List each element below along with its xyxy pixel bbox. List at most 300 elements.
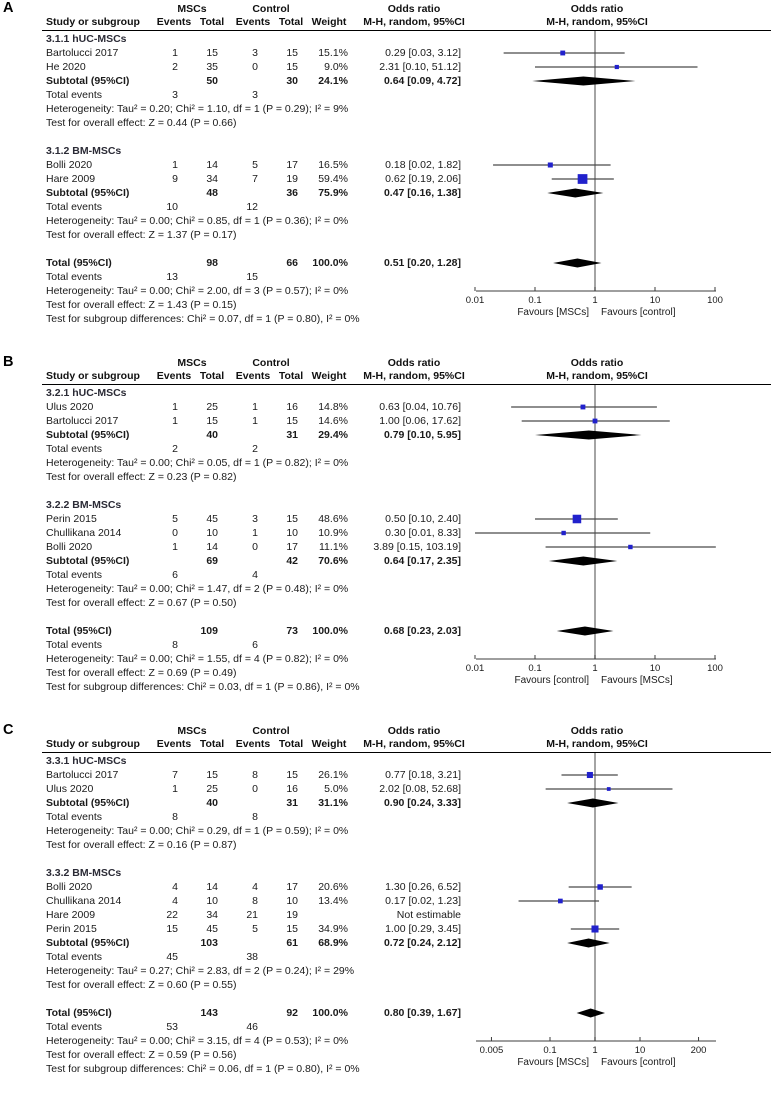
total-events-control: 38 (246, 951, 258, 963)
statistics-note: Heterogeneity: Tau² = 0.00; Chi² = 0.29, df = 1 (P = 0.59); I² = 0% (46, 825, 349, 837)
odds-ratio-text: 0.51 [0.20, 1.28] (383, 257, 461, 269)
weight: 5.0% (324, 783, 348, 795)
col-events-msc-header: Events (156, 738, 192, 750)
table-row (0, 866, 771, 880)
table-row (0, 414, 771, 428)
total-control: 19 (286, 173, 298, 185)
total-control: 61 (286, 937, 298, 949)
total-events-msc: 13 (166, 271, 178, 283)
total-events-control: 12 (246, 201, 258, 213)
table-row (0, 796, 771, 810)
col-or-header-1: Odds ratio (387, 3, 441, 15)
events-msc: 5 (172, 513, 178, 525)
total-msc: 45 (206, 513, 218, 525)
subgroup-label: 3.1.2 BM-MSCs (46, 145, 122, 157)
panel-A (0, 2, 771, 340)
statistics-note: Test for overall effect: Z = 0.60 (P = 0.55) (46, 979, 237, 991)
events-control: 3 (252, 47, 258, 59)
panel-label: A (3, 0, 14, 16)
col-group-control: Control (252, 725, 290, 737)
events-control: 5 (252, 923, 258, 935)
table-row (0, 680, 771, 694)
statistics-note: Heterogeneity: Tau² = 0.00; Chi² = 3.15, df = 4 (P = 0.53); I² = 0% (46, 1035, 349, 1047)
col-or-header-2: M-H, random, 95%CI (363, 16, 465, 28)
table-row (0, 298, 771, 312)
odds-ratio-text: 0.79 [0.10, 5.95] (383, 429, 461, 441)
odds-ratio-text: 3.89 [0.15, 103.19] (373, 541, 461, 553)
statistics-note: Test for overall effect: Z = 0.23 (P = 0.82) (46, 471, 237, 483)
odds-ratio-text: 0.50 [0.10, 2.40] (385, 513, 461, 525)
table-row (0, 978, 771, 992)
weight: 20.6% (318, 881, 348, 893)
table-row (0, 992, 771, 1006)
table-row (0, 484, 771, 498)
events-msc: 7 (172, 769, 178, 781)
table-row (0, 908, 771, 922)
total-msc: 143 (200, 1007, 218, 1019)
statistics-note: Test for overall effect: Z = 0.16 (P = 0.87) (46, 839, 237, 851)
study-name: Bolli 2020 (46, 541, 93, 553)
events-msc: 9 (172, 173, 178, 185)
table-row (0, 922, 771, 936)
statistics-note: Test for overall effect: Z = 0.59 (P = 0.56) (46, 1049, 237, 1061)
table-row (0, 824, 771, 838)
study-name: He 2020 (46, 61, 86, 73)
axis-tick-label: 0.01 (465, 663, 485, 674)
col-events-control-header: Events (235, 738, 271, 750)
total-control: 10 (286, 895, 298, 907)
table-row (0, 214, 771, 228)
total-control: 30 (286, 75, 298, 87)
total-events-control: 46 (246, 1021, 258, 1033)
subgroup-label: 3.3.2 BM-MSCs (46, 867, 122, 879)
total-msc: 98 (206, 257, 218, 269)
table-row (0, 186, 771, 200)
table-row (0, 456, 771, 470)
table-row (0, 936, 771, 950)
col-events-control-header: Events (235, 16, 271, 28)
total-msc: 10 (206, 895, 218, 907)
favours-left-label: Favours [MSCs] (517, 1057, 589, 1068)
table-row (0, 554, 771, 568)
total-msc: 35 (206, 61, 218, 73)
total-events-label: Total events (46, 951, 103, 963)
axis-tick-label: 200 (690, 1045, 707, 1056)
weight: 11.1% (319, 541, 348, 553)
total-msc: 40 (206, 797, 218, 809)
odds-ratio-text: 0.62 [0.19, 2.06] (385, 173, 461, 185)
statistics-note: Heterogeneity: Tau² = 0.27; Chi² = 2.83, df = 2 (P = 0.24); I² = 29% (46, 965, 355, 977)
total-msc: 25 (206, 401, 218, 413)
odds-ratio-text: 0.68 [0.23, 2.03] (383, 625, 461, 637)
table-row (0, 852, 771, 866)
col-events-control-header: Events (235, 370, 271, 382)
total-control: 15 (286, 923, 298, 935)
col-group-msc: MSCs (177, 725, 207, 737)
plot-header-2: M-H, random, 95%CI (546, 738, 648, 750)
axis-tick-label: 1 (592, 295, 598, 306)
events-control: 0 (252, 541, 258, 553)
study-name: Ulus 2020 (46, 401, 94, 413)
events-msc: 22 (166, 909, 178, 921)
total-msc: 25 (206, 783, 218, 795)
favours-right-label: Favours [control] (601, 307, 676, 318)
table-row (0, 428, 771, 442)
weight: 34.9% (318, 923, 348, 935)
total-label: Total (95%CI) (46, 257, 112, 269)
statistics-note: Test for overall effect: Z = 0.69 (P = 0.49) (46, 667, 237, 679)
table-row (0, 610, 771, 624)
total-msc: 15 (206, 769, 218, 781)
weight: 15.1% (318, 47, 348, 59)
total-control: 42 (286, 555, 298, 567)
total-events-control: 2 (252, 443, 258, 455)
panel-label: B (3, 354, 14, 370)
total-msc: 45 (206, 923, 218, 935)
table-row (0, 242, 771, 256)
study-name: Perin 2015 (46, 513, 97, 525)
subtotal-label: Subtotal (95%CI) (46, 75, 130, 87)
axis-tick-label: 0.1 (543, 1045, 557, 1056)
events-msc: 1 (172, 541, 178, 553)
header-rule (42, 384, 771, 385)
table-row (0, 512, 771, 526)
plot-header-2: M-H, random, 95%CI (546, 370, 648, 382)
table-row (0, 1006, 771, 1020)
total-events-label: Total events (46, 201, 103, 213)
axis-tick-label: 100 (707, 663, 723, 674)
total-events-label: Total events (46, 271, 103, 283)
total-control: 31 (286, 429, 298, 441)
events-msc: 1 (172, 415, 178, 427)
total-msc: 103 (200, 937, 218, 949)
table-row (0, 596, 771, 610)
weight: 31.1% (318, 797, 348, 809)
study-name: Chullikana 2014 (46, 895, 122, 907)
total-events-label: Total events (46, 569, 103, 581)
total-msc: 15 (206, 47, 218, 59)
weight: 14.8% (318, 401, 348, 413)
total-events-msc: 2 (172, 443, 178, 455)
favours-left-label: Favours [control] (514, 675, 589, 686)
table-row (0, 470, 771, 484)
odds-ratio-text: 0.64 [0.17, 2.35] (383, 555, 461, 567)
events-msc: 4 (172, 881, 178, 893)
odds-ratio-text: 0.72 [0.24, 2.12] (383, 937, 461, 949)
weight: 100.0% (312, 257, 348, 269)
total-events-label: Total events (46, 811, 103, 823)
total-msc: 69 (206, 555, 218, 567)
odds-ratio-text: 1.00 [0.29, 3.45] (385, 923, 461, 935)
table-row (0, 200, 771, 214)
table-row (0, 116, 771, 130)
axis-tick-label: 0.1 (528, 663, 542, 674)
col-or-header-1: Odds ratio (387, 725, 441, 737)
subgroup-label: 3.2.2 BM-MSCs (46, 499, 122, 511)
events-control: 4 (252, 881, 258, 893)
study-name: Bartolucci 2017 (46, 769, 119, 781)
table-row (0, 442, 771, 456)
table-row (0, 582, 771, 596)
total-control: 16 (286, 783, 298, 795)
total-control: 19 (286, 909, 298, 921)
total-events-msc: 6 (172, 569, 178, 581)
odds-ratio-text: 1.00 [0.06, 17.62] (379, 415, 461, 427)
statistics-note: Test for overall effect: Z = 1.37 (P = 0.17) (46, 229, 237, 241)
events-control: 1 (252, 401, 258, 413)
odds-ratio-text: 2.02 [0.08, 52.68] (379, 783, 461, 795)
total-label: Total (95%CI) (46, 625, 112, 637)
study-name: Bolli 2020 (46, 159, 93, 171)
total-control: 73 (286, 625, 298, 637)
total-control: 36 (286, 187, 298, 199)
total-control: 31 (286, 797, 298, 809)
axis-tick-label: 10 (634, 1045, 646, 1056)
odds-ratio-text: 0.63 [0.04, 10.76] (379, 401, 461, 413)
weight: 100.0% (312, 625, 348, 637)
col-or-header-2: M-H, random, 95%CI (363, 738, 465, 750)
axis-tick-label: 10 (649, 663, 661, 674)
col-weight-header: Weight (311, 738, 347, 750)
axis-tick-label: 0.01 (465, 295, 485, 306)
table-row (0, 400, 771, 414)
events-msc: 1 (172, 401, 178, 413)
col-weight-header: Weight (311, 370, 347, 382)
total-control: 15 (286, 47, 298, 59)
col-weight-header: Weight (311, 16, 347, 28)
total-events-msc: 45 (166, 951, 178, 963)
weight: 14.6% (318, 415, 348, 427)
total-events-msc: 53 (166, 1021, 178, 1033)
table-row (0, 46, 771, 60)
study-name: Chullikana 2014 (46, 527, 122, 539)
table-row (0, 624, 771, 638)
col-study-header: Study or subgroup (46, 16, 140, 28)
col-group-msc: MSCs (177, 357, 207, 369)
col-total-msc-header: Total (199, 16, 225, 28)
events-control: 1 (252, 415, 258, 427)
odds-ratio-text: Not estimable (396, 909, 461, 921)
total-control: 17 (286, 541, 298, 553)
events-control: 0 (252, 783, 258, 795)
col-events-msc-header: Events (156, 16, 192, 28)
events-control: 8 (252, 895, 258, 907)
total-events-control: 4 (252, 569, 258, 581)
total-events-control: 15 (246, 271, 258, 283)
events-msc: 4 (172, 895, 178, 907)
total-control: 66 (286, 257, 298, 269)
total-events-msc: 3 (172, 89, 178, 101)
study-name: Bartolucci 2017 (46, 415, 119, 427)
statistics-note: Test for subgroup differences: Chi² = 0.03, df = 1 (P = 0.86), I² = 0% (46, 681, 360, 693)
subtotal-label: Subtotal (95%CI) (46, 937, 130, 949)
total-control: 17 (286, 159, 298, 171)
odds-ratio-text: 0.30 [0.01, 8.33] (385, 527, 461, 539)
axis-tick-label: 10 (649, 295, 661, 306)
table-row (0, 638, 771, 652)
events-control: 21 (246, 909, 258, 921)
table-row (0, 130, 771, 144)
table-row (0, 270, 771, 284)
table-row (0, 1020, 771, 1034)
col-events-msc-header: Events (156, 370, 192, 382)
study-name: Bartolucci 2017 (46, 47, 119, 59)
header-rule (42, 752, 771, 753)
table-row (0, 754, 771, 768)
col-group-msc: MSCs (177, 3, 207, 15)
table-row (0, 782, 771, 796)
favours-right-label: Favours [control] (601, 1057, 676, 1068)
subgroup-label: 3.3.1 hUC-MSCs (46, 755, 127, 767)
table-row (0, 284, 771, 298)
total-msc: 14 (206, 159, 218, 171)
table-row (0, 74, 771, 88)
weight: 59.4% (318, 173, 348, 185)
panel-B (0, 356, 771, 708)
events-control: 5 (252, 159, 258, 171)
total-control: 10 (286, 527, 298, 539)
total-control: 16 (286, 401, 298, 413)
table-row (0, 228, 771, 242)
table-row (0, 1062, 771, 1076)
table-row (0, 498, 771, 512)
col-or-header-2: M-H, random, 95%CI (363, 370, 465, 382)
statistics-note: Heterogeneity: Tau² = 0.20; Chi² = 1.10, df = 1 (P = 0.29); I² = 9% (46, 103, 349, 115)
events-msc: 15 (166, 923, 178, 935)
axis-tick-label: 100 (707, 295, 723, 306)
odds-ratio-text: 0.90 [0.24, 3.33] (383, 797, 461, 809)
odds-ratio-text: 0.29 [0.03, 3.12] (385, 47, 461, 59)
statistics-note: Test for overall effect: Z = 0.67 (P = 0.50) (46, 597, 237, 609)
plot-header-2: M-H, random, 95%CI (546, 16, 648, 28)
total-msc: 34 (206, 173, 218, 185)
table-row (0, 60, 771, 74)
weight: 75.9% (318, 187, 348, 199)
table-row (0, 32, 771, 46)
statistics-note: Test for subgroup differences: Chi² = 0.07, df = 1 (P = 0.80), I² = 0% (46, 313, 360, 325)
table-row (0, 880, 771, 894)
events-control: 7 (252, 173, 258, 185)
header-rule (42, 30, 771, 31)
odds-ratio-text: 2.31 [0.10, 51.12] (379, 61, 461, 73)
table-row (0, 172, 771, 186)
col-study-header: Study or subgroup (46, 370, 140, 382)
odds-ratio-text: 0.17 [0.02, 1.23] (385, 895, 461, 907)
table-row (0, 838, 771, 852)
weight: 16.5% (318, 159, 348, 171)
table-row (0, 950, 771, 964)
table-row (0, 1034, 771, 1048)
panel-C (0, 724, 771, 1090)
statistics-note: Heterogeneity: Tau² = 0.00; Chi² = 2.00, df = 3 (P = 0.57); I² = 0% (46, 285, 349, 297)
subgroup-label: 3.1.1 hUC-MSCs (46, 33, 127, 45)
total-control: 15 (286, 513, 298, 525)
total-msc: 14 (206, 881, 218, 893)
weight: 100.0% (312, 1007, 348, 1019)
col-total-control-header: Total (278, 738, 304, 750)
axis-tick-label: 1 (592, 663, 598, 674)
table-row (0, 540, 771, 554)
total-events-label: Total events (46, 639, 103, 651)
weight: 68.9% (318, 937, 348, 949)
events-control: 0 (252, 61, 258, 73)
statistics-note: Heterogeneity: Tau² = 0.00; Chi² = 1.47, df = 2 (P = 0.48); I² = 0% (46, 583, 349, 595)
events-msc: 2 (172, 61, 178, 73)
statistics-note: Test for overall effect: Z = 1.43 (P = 0.15) (46, 299, 237, 311)
col-total-control-header: Total (278, 16, 304, 28)
subtotal-label: Subtotal (95%CI) (46, 429, 130, 441)
axis-tick-label: 1 (592, 1045, 598, 1056)
statistics-note: Heterogeneity: Tau² = 0.00; Chi² = 0.85, df = 1 (P = 0.36); I² = 0% (46, 215, 349, 227)
table-row (0, 1048, 771, 1062)
panel-label: C (3, 722, 14, 738)
study-name: Perin 2015 (46, 923, 97, 935)
weight: 9.0% (324, 61, 348, 73)
events-msc: 0 (172, 527, 178, 539)
total-msc: 40 (206, 429, 218, 441)
plot-header-1: Odds ratio (570, 3, 624, 15)
table-row (0, 894, 771, 908)
statistics-note: Heterogeneity: Tau² = 0.00; Chi² = 0.05, df = 1 (P = 0.82); I² = 0% (46, 457, 349, 469)
total-events-msc: 8 (172, 639, 178, 651)
total-events-label: Total events (46, 89, 103, 101)
subtotal-label: Subtotal (95%CI) (46, 187, 130, 199)
weight: 13.4% (318, 895, 348, 907)
table-row (0, 256, 771, 270)
total-msc: 50 (206, 75, 218, 87)
table-row (0, 768, 771, 782)
plot-header-1: Odds ratio (570, 725, 624, 737)
total-msc: 10 (206, 527, 218, 539)
total-events-msc: 8 (172, 811, 178, 823)
statistics-note: Test for subgroup differences: Chi² = 0.06, df = 1 (P = 0.80), I² = 0% (46, 1063, 360, 1075)
axis-tick-label: 0.005 (479, 1045, 504, 1056)
total-events-control: 3 (252, 89, 258, 101)
col-total-msc-header: Total (199, 738, 225, 750)
total-control: 92 (286, 1007, 298, 1019)
study-name: Hare 2009 (46, 173, 96, 185)
favours-right-label: Favours [MSCs] (601, 675, 673, 686)
table-row (0, 964, 771, 978)
table-row (0, 526, 771, 540)
col-total-msc-header: Total (199, 370, 225, 382)
table-row (0, 652, 771, 666)
total-control: 15 (286, 61, 298, 73)
total-events-msc: 10 (166, 201, 178, 213)
total-msc: 15 (206, 415, 218, 427)
subtotal-label: Subtotal (95%CI) (46, 555, 130, 567)
total-control: 17 (286, 881, 298, 893)
weight: 26.1% (318, 769, 348, 781)
table-row (0, 312, 771, 326)
favours-left-label: Favours [MSCs] (517, 307, 589, 318)
subgroup-label: 3.2.1 hUC-MSCs (46, 387, 127, 399)
odds-ratio-text: 0.18 [0.02, 1.82] (385, 159, 461, 171)
table-row (0, 666, 771, 680)
total-label: Total (95%CI) (46, 1007, 112, 1019)
statistics-note: Heterogeneity: Tau² = 0.00; Chi² = 1.55, df = 4 (P = 0.82); I² = 0% (46, 653, 349, 665)
events-msc: 1 (172, 47, 178, 59)
odds-ratio-text: 0.80 [0.39, 1.67] (383, 1007, 461, 1019)
weight: 48.6% (318, 513, 348, 525)
col-or-header-1: Odds ratio (387, 357, 441, 369)
total-msc: 109 (200, 625, 218, 637)
table-row (0, 386, 771, 400)
weight: 24.1% (318, 75, 348, 87)
total-msc: 34 (206, 909, 218, 921)
events-control: 1 (252, 527, 258, 539)
odds-ratio-text: 0.77 [0.18, 3.21] (385, 769, 461, 781)
